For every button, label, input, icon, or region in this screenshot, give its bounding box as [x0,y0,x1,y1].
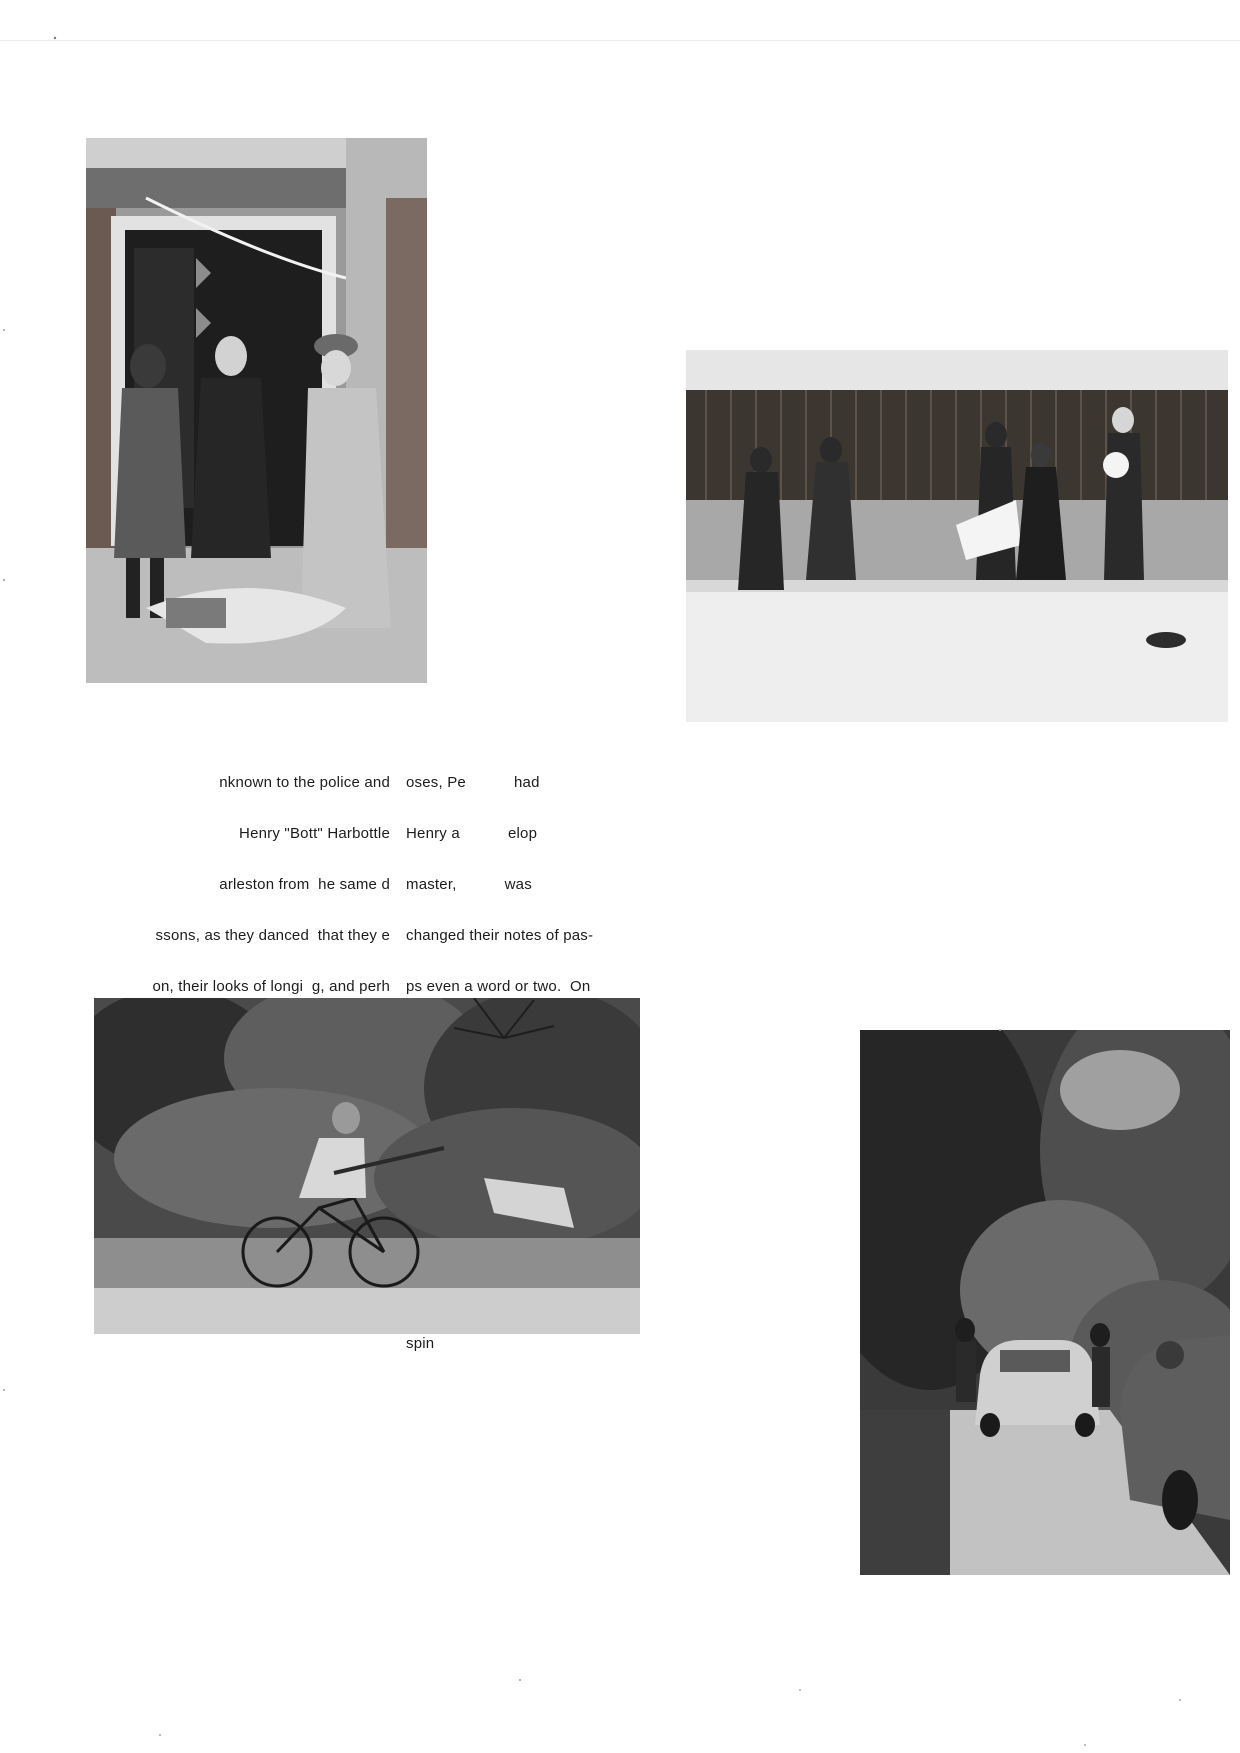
article-line [90,1335,390,1352]
article-line: Henry "Bott" Harbottle [239,825,390,842]
article-line: changed their notes of pas- [406,927,594,944]
photo-police-at-doorway-icon [86,138,427,683]
article-line: master, was [406,876,532,893]
article-line: oses, Pe had [406,774,540,791]
page-top-rule [0,40,1240,41]
article-line: Henry a elop [406,825,538,842]
photo-vintage-cars-on-lane [860,1030,1230,1575]
photo-vintage-cars-on-lane-icon [860,1030,1230,1575]
article-line: spin [406,1335,435,1352]
article-line: arleston from he same d [219,876,390,893]
article-line: nknown to the police and [219,774,390,791]
article-line: on, their looks of longi g, and perh [152,978,390,995]
photo-police-at-doorway [86,138,427,683]
article-line: ssons, as they danced that they e [155,927,390,944]
article-line: ps even a word or two. On [406,978,591,995]
photo-group-by-fence [686,350,1228,722]
photo-woman-on-bicycle [94,998,640,1334]
photo-group-by-fence-icon [686,350,1228,722]
article-text [90,740,650,1352]
photo-woman-on-bicycle-with-rifle-icon [94,998,640,1334]
